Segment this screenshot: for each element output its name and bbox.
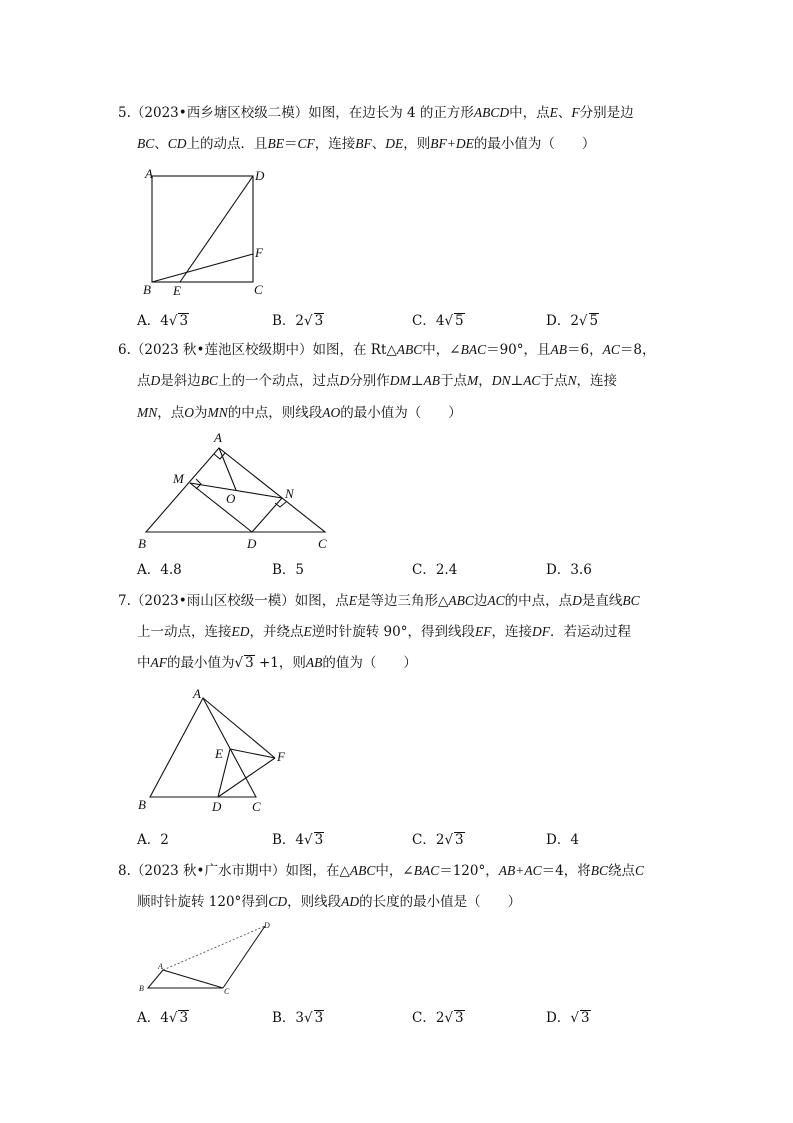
q5-option-c[interactable]: C．4√ 5 — [412, 313, 464, 329]
label-f: F — [255, 245, 263, 260]
q8-line-1: 8.（2023 秋•广水市期中）如图，在△ABC中，∠BAC＝120°，AB+AC＝4，将BC绕点C — [118, 863, 644, 879]
q5-line-2: BC、CD上的动点．且BE＝CF，连接BF、DE，则BF+DE的最小值为（ ） — [137, 136, 596, 152]
q8-line-2: 顺时针旋转 120°得到CD，则线段AD的长度的最小值是（ ） — [137, 894, 522, 910]
label-c: C — [254, 282, 263, 297]
segment-dn — [252, 498, 282, 532]
q8-figure — [135, 918, 275, 998]
square-abcd — [152, 176, 253, 282]
label-c: C — [252, 799, 261, 814]
q5-option-a[interactable]: A．4√ 3 — [137, 313, 189, 329]
q8-option-c[interactable]: C．2√ 3 — [412, 1010, 464, 1026]
label-b: B — [139, 984, 144, 993]
q6-option-d[interactable]: D．3.6 — [546, 562, 592, 578]
label-c: C — [224, 987, 230, 996]
label-d: D — [212, 799, 222, 814]
label-c: C — [318, 536, 327, 551]
q5-figure — [135, 160, 275, 300]
segment-dm — [190, 483, 252, 532]
segment-mn — [190, 483, 282, 498]
right-angle-n — [275, 502, 286, 507]
q8-option-d[interactable]: D．√ 3 — [546, 1010, 590, 1026]
q6-line-2: 点D是斜边BC上的一个动点，过点D分别作DM⊥AB于点M，DN⊥AC于点N，连接 — [137, 373, 617, 389]
segment-af — [203, 698, 275, 758]
label-d: D — [264, 921, 270, 930]
label-b: B — [138, 536, 146, 551]
segment-ef — [230, 749, 275, 758]
q6-option-a[interactable]: A．4.8 — [137, 562, 182, 578]
label-e: E — [173, 283, 181, 298]
q6-line-3: MN，点O为MN的中点，则线段AO的最小值为（ ） — [137, 405, 462, 421]
segment-bf — [152, 254, 253, 282]
q7-line-1: 7.（2023•雨山区校级一模）如图，点E是等边三角形△ABC边AC的中点，点D是直线BC — [118, 593, 640, 609]
q7-option-c[interactable]: C．2√ 3 — [412, 832, 464, 848]
label-a: A — [158, 962, 163, 971]
q6-line-1: 6.（2023 秋•莲池区校级期中）如图，在 Rt△ABC中，∠BAC＝90°，且AB＝6，AC＝8， — [118, 342, 656, 358]
triangle-abc — [148, 970, 223, 988]
label-a: A — [145, 166, 153, 181]
label-n: N — [285, 486, 294, 501]
q7-line-3: 中AF的最小值为√ 3 +1，则AB的值为（ ） — [137, 655, 417, 671]
label-b: B — [143, 282, 151, 297]
q6-figure — [135, 428, 345, 556]
q7-figure — [135, 683, 295, 818]
label-b: B — [138, 797, 146, 812]
label-a: A — [214, 430, 222, 445]
label-a: A — [193, 686, 201, 701]
q7-option-b[interactable]: B．4√ 3 — [272, 832, 324, 848]
label-d: D — [247, 536, 257, 551]
q6-option-c[interactable]: C．2.4 — [412, 562, 458, 578]
label-m: M — [173, 471, 184, 486]
q8-option-a[interactable]: A．4√ 3 — [137, 1010, 189, 1026]
q5-option-b[interactable]: B．2√ 3 — [272, 313, 324, 329]
label-e: E — [215, 746, 223, 761]
q7-option-a[interactable]: A．2 — [137, 832, 169, 848]
label-f: F — [277, 749, 285, 764]
q7-option-d[interactable]: D．4 — [546, 832, 579, 848]
q5-line-1: 5.（2023•西乡塘区校级二模）如图，在边长为 4 的正方形ABCD中，点E、F分别是边 — [118, 105, 634, 121]
segment-de — [180, 176, 253, 282]
q5-option-d[interactable]: D．2√ 5 — [546, 313, 599, 329]
q7-line-2: 上一动点，连接ED，并绕点E逆时针旋转 90°，得到线段EF，连接DF．若运动过程 — [137, 624, 631, 640]
q6-option-b[interactable]: B．5 — [272, 562, 305, 578]
q8-option-b[interactable]: B．3√ 3 — [272, 1010, 324, 1026]
label-o: O — [226, 491, 236, 506]
label-d: D — [255, 168, 265, 183]
